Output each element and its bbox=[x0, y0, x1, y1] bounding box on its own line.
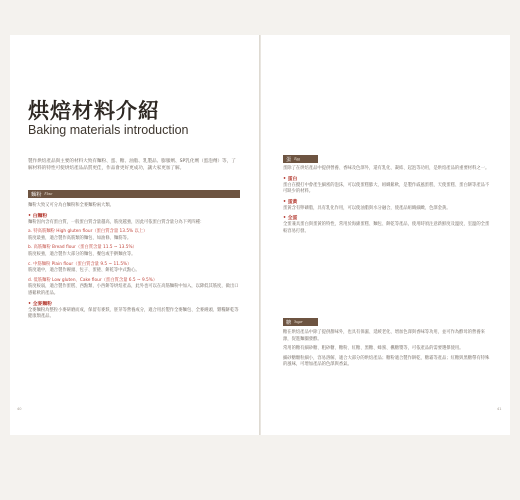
flour-type-desc: 筋度適中，適合製作饅頭、包子、蛋捲、餅乾等中式點心。 bbox=[28, 268, 140, 274]
whole-wheat-desc: 全麥麵粉為整粒小麥研磨而成，保留有麥麩、胚芽等營養成分，適合用於製作全麥麵包、全麥饅頭、雜糧餅乾等健康類產品。 bbox=[28, 307, 239, 320]
flour-type-name: d. 低筋麵粉 Low gluten、Cake flour（蛋白質含量 6.5 ~ 9.5%） bbox=[28, 277, 158, 283]
flour-type-desc: 筋度較弱，適合製作蛋糕、西點類、小西餅等烘焙產品，此外也可以在高筋麵粉中加入，以降低其筋度，做出口感鬆軟的產品。 bbox=[28, 284, 239, 296]
egg-lead: 蛋除了在烘焙產品中提供營養、香味及色澤外，還有乳化、凝結、起泡等功用，是烘焙產品的重要材料之一。 bbox=[283, 166, 490, 171]
flour-lead: 麵粉大致又可分為白麵粉和全麥麵粉兩大類。 bbox=[28, 203, 114, 208]
flour-header-label-en: Flour bbox=[44, 192, 53, 196]
sugar-paragraph-1: 糖在烘焙產品中除了提供甜味外，也具有保濕、延緩老化、增加色澤與香味等功用，並可作為酵母的營養來源，促進麵團發酵。 bbox=[283, 330, 485, 342]
sugar-paragraph-3: 細砂糖顆粒細小，容易溶解，適合大部分的烘焙產品；糖粉適合製作餅乾、糖霜等產品；紅糖與黑糖帶有特殊的風味，可增加產品的色澤與香氣。 bbox=[283, 355, 490, 368]
sugar-paragraph-2: 常用的糖有細砂糖、粗砂糖、糖粉、紅糖、黑糖、蜂蜜、楓糖漿等，可依產品的需要選擇使用。 bbox=[283, 346, 464, 352]
page-title-chinese: 烘焙材料介紹 bbox=[28, 99, 160, 123]
flour-type-desc: 筋度較強，適合製作大部分的麵包、餐包或手擀麵食等。 bbox=[28, 251, 136, 257]
egg-section-body bbox=[283, 166, 493, 236]
page-title-english: Baking materials introduction bbox=[28, 123, 189, 137]
egg-yolk-desc: 蛋黃含有卵磷脂，具有乳化作用，可以使油脂與水分融合，使產品組織細緻、色澤金黃。 bbox=[283, 205, 451, 211]
intro-paragraph: 製作烘焙產品與主要的材料大致有麵粉、蛋、糖、油脂、乳製品、膨脹劑、SP乳化劑（蛋泡劑）等，了解材料的特性可使烘焙產品品質更佳，作品會更好更成功，讓大家更加了解。 bbox=[28, 159, 236, 172]
flour-type-name: b. 高筋麵粉 Bread flour（蛋白質含量 11.5 ~ 13.5%） bbox=[28, 245, 137, 251]
whole-egg-subheading: • 全蛋 bbox=[283, 216, 298, 222]
sugar-header-label: 糖 bbox=[286, 319, 292, 326]
whole-wheat-subheading: • 全麥麵粉 bbox=[28, 301, 52, 307]
sugar-section-header bbox=[283, 318, 318, 326]
egg-header-label-en: Egg bbox=[294, 157, 300, 161]
page-number-right: 41 bbox=[497, 407, 502, 411]
flour-type-name: c. 中筋麵粉 Plain flour（蛋白質含量 9.5 ~ 11.5%） bbox=[28, 261, 132, 267]
sugar-section-body bbox=[283, 330, 493, 369]
flour-header-label: 麵粉 bbox=[31, 191, 42, 198]
flour-section-body bbox=[28, 203, 240, 321]
egg-white-subheading: • 蛋白 bbox=[283, 176, 298, 182]
sugar-header-label-en: Sugar bbox=[294, 320, 303, 324]
egg-yolk-subheading: • 蛋黃 bbox=[283, 199, 298, 205]
flour-section-header bbox=[28, 190, 240, 198]
flour-type-desc: 筋度最強，適合製作高筋類的麵包、如油條、麵筋等。 bbox=[28, 235, 132, 241]
egg-white-desc: 蛋白在攪打中會產生細密的泡沫，可以使蛋糕膨大、組織鬆軟，是製作戚風蛋糕、天使蛋糕、蛋白餅等產品不可缺少的材料。 bbox=[283, 182, 490, 195]
flour-type-name: a. 特高筋麵粉 High gluten flour（蛋白質含量 13.5% 以上） bbox=[28, 229, 148, 235]
page-number-left: 40 bbox=[17, 407, 22, 411]
egg-header-label: 蛋 bbox=[286, 156, 292, 163]
white-flour-desc: 麵粉因內含有蛋白質，一般蛋白質含量越高，筋度越強，因此可依蛋白質含量分為下列四種： bbox=[28, 219, 205, 225]
whole-egg-desc: 全蛋兼具蛋白與蛋黃的特性，常用於海綿蛋糕、麵包、餅乾等產品，使用時須注意新鮮度及溫度，室溫的全蛋較容易打發。 bbox=[283, 222, 490, 234]
white-flour-subheading: • 白麵粉 bbox=[28, 213, 48, 219]
egg-section-header bbox=[283, 155, 318, 163]
